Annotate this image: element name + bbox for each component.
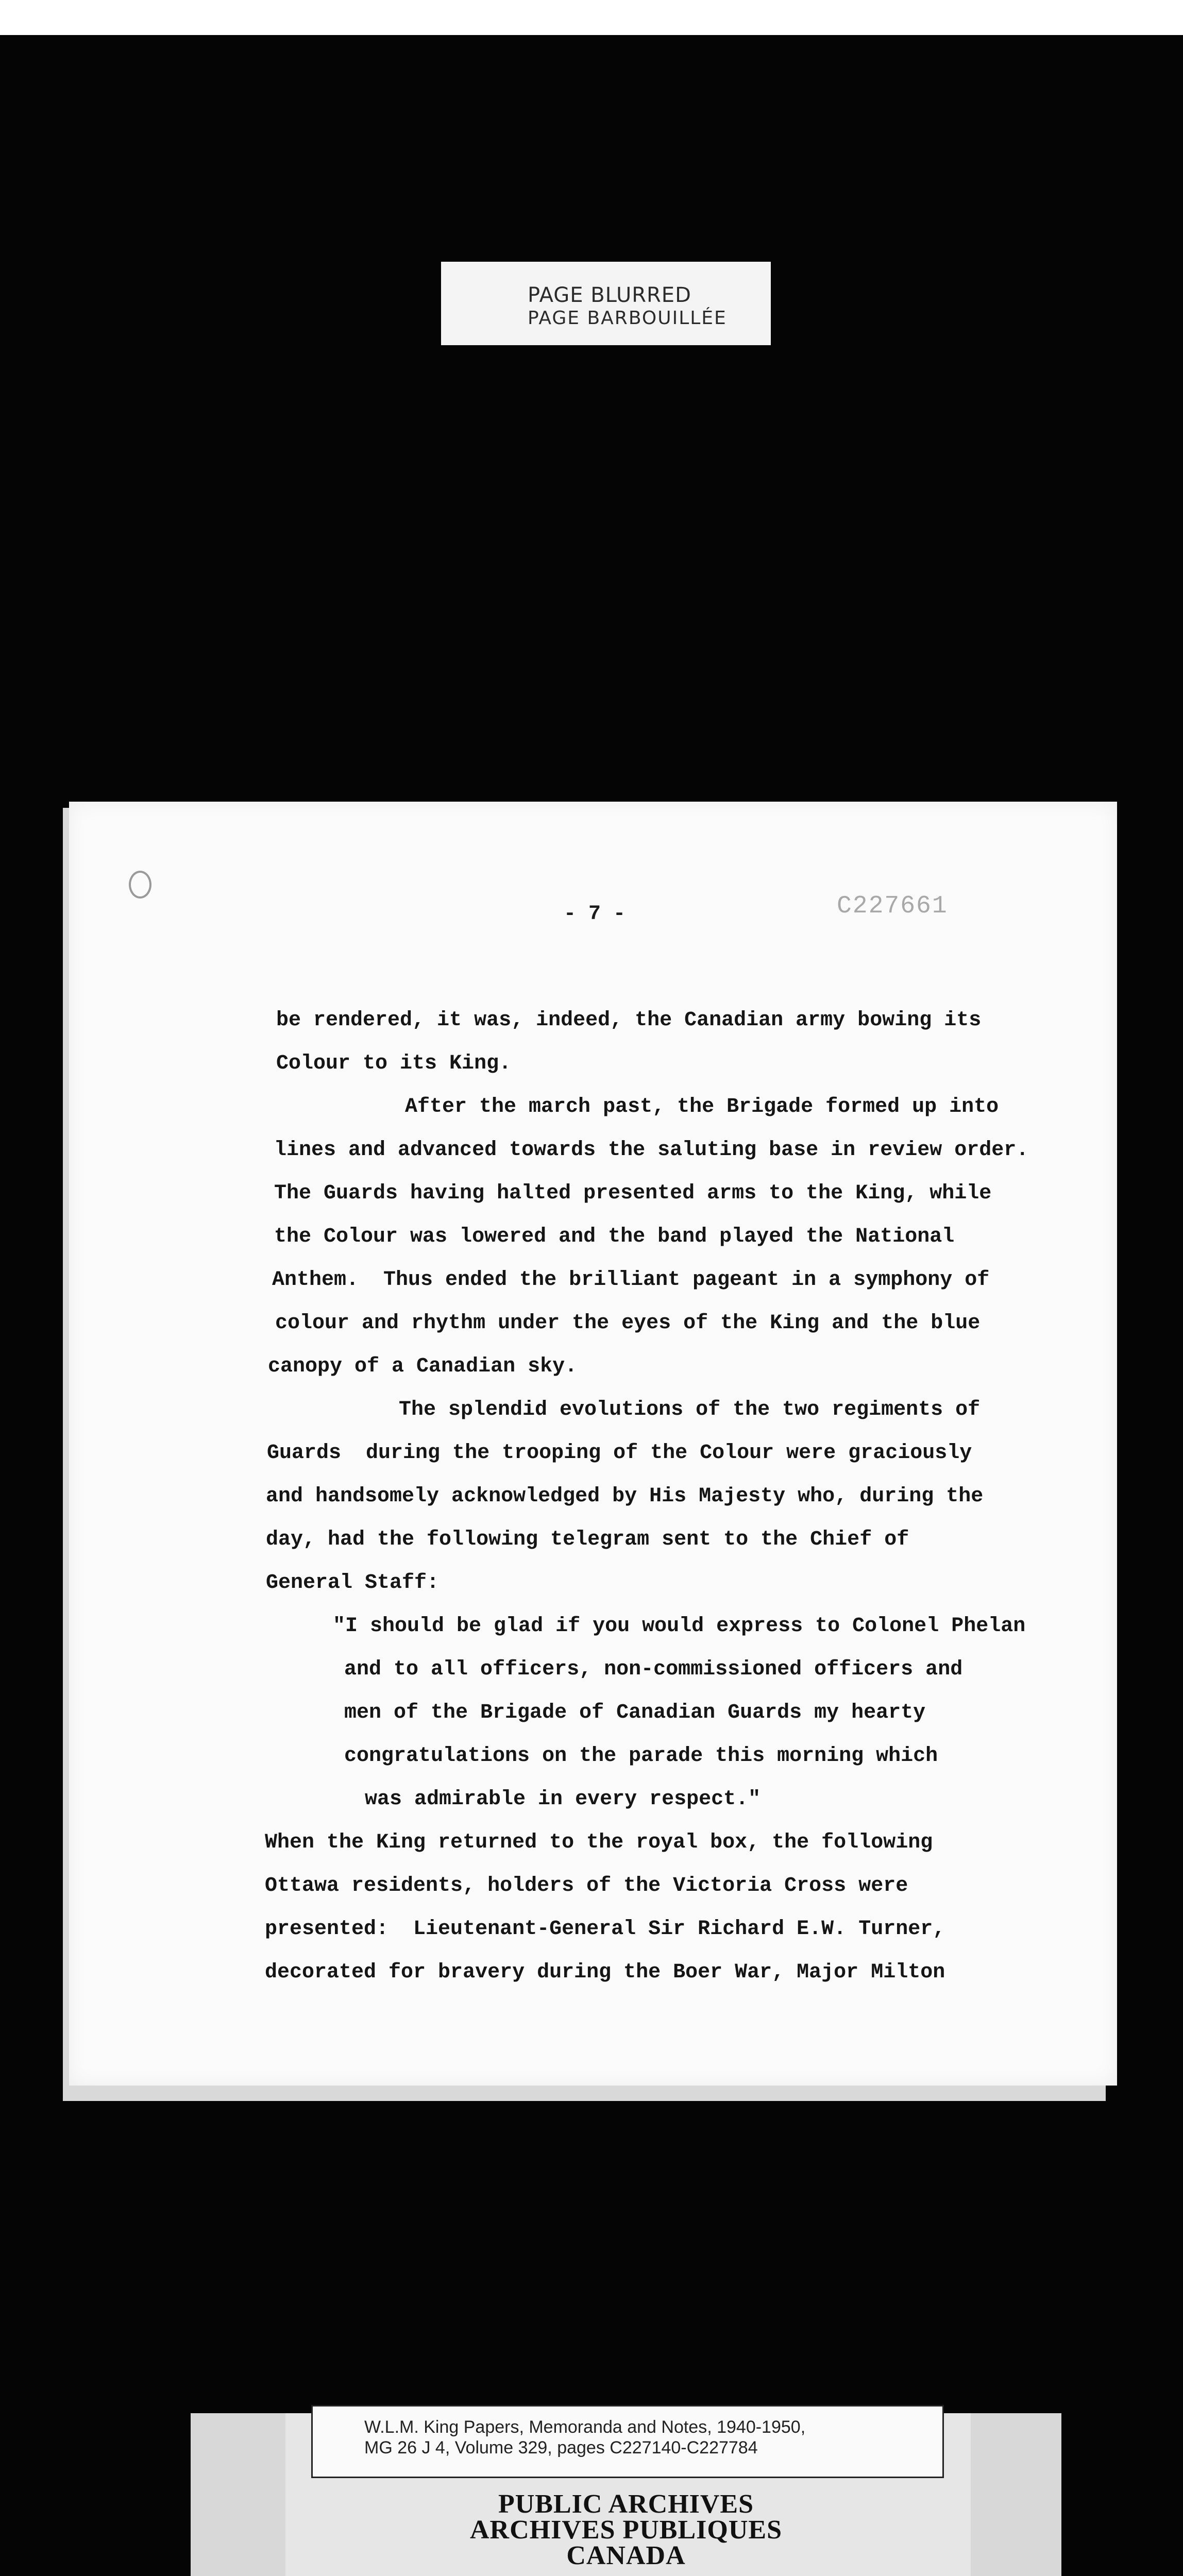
citation-line-1: W.L.M. King Papers, Memoranda and Notes, 1940-1950, [364,2417,806,2437]
citation-line-2: MG 26 J 4, Volume 329, pages C227140-C227784 [364,2438,758,2458]
blur-label-english: PAGE BLURRED [528,283,691,307]
text-line: General Staff: [266,1571,440,1595]
text-line: The splendid evolutions of the two regiments of [399,1398,981,1421]
page-blurred-label [441,262,771,345]
text-line: Ottawa residents, holders of the Victoria Cross were [265,1874,908,1897]
text-line: Colour to its King. [276,1052,512,1075]
punch-hole-icon [129,871,151,899]
archive-citation-card [311,2405,944,2478]
text-line: presented: Lieutenant-General Sir Richard E.W. Turner, [265,1918,945,1941]
text-line: decorated for bravery during the Boer War, Major Milton [265,1961,945,1984]
page-number: - 7 - [564,903,626,926]
quote-line: men of the Brigade of Canadian Guards my hearty [344,1701,926,1724]
text-line: be rendered, it was, indeed, the Canadian army bowing its [276,1009,982,1032]
text-line: The Guards having halted presented arms to the King, while [274,1182,992,1205]
reference-stamp: C227661 [837,892,948,920]
text-line: and handsomely acknowledged by His Majesty who, during the [266,1485,984,1508]
archive-title-french: ARCHIVES PUBLIQUES [469,2515,783,2545]
text-line: canopy of a Canadian sky. [268,1355,578,1378]
text-line: Anthem. Thus ended the brilliant pageant in a symphony of [272,1268,990,1292]
quote-line: and to all officers, non-commissioned officers and [344,1658,963,1681]
text-line: When the King returned to the royal box, the following [265,1831,933,1854]
quote-line: was admirable in every respect." [365,1788,761,1811]
quote-line: congratulations on the parade this morning which [344,1744,938,1768]
quote-line: "I should be glad if you would express to Colonel Phelan [333,1615,1026,1638]
document-page [69,802,1117,2086]
archive-institution-title [191,2489,1061,2570]
text-line: day, had the following telegram sent to the Chief of [266,1528,909,1551]
text-line: the Colour was lowered and the band played the National [274,1225,955,1248]
text-line: Guards during the trooping of the Colour were graciously [267,1442,972,1465]
text-line: lines and advanced towards the saluting base in review order. [274,1139,1029,1162]
archive-title-country: CANADA [566,2541,686,2570]
text-line: After the march past, the Brigade formed up into [405,1095,999,1118]
text-line: colour and rhythm under the eyes of the King and the blue [275,1312,981,1335]
archive-title-english: PUBLIC ARCHIVES [498,2489,754,2519]
blur-label-french: PAGE BARBOUILLÉE [528,308,727,329]
